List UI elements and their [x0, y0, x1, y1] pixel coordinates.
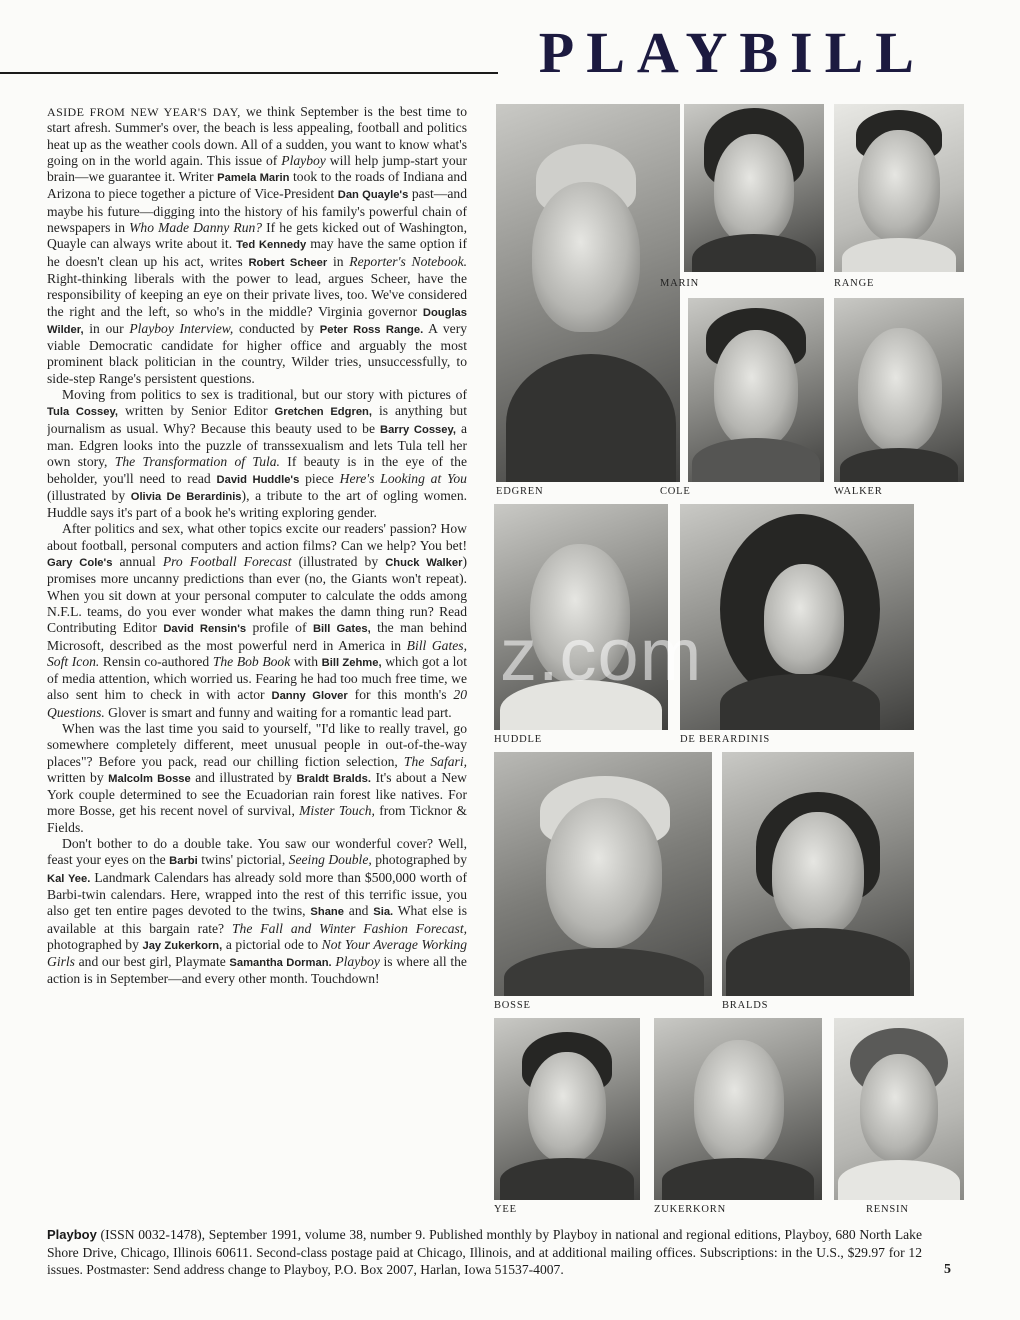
body-text: in our	[83, 320, 130, 336]
caption-bosse: BOSSE	[494, 1000, 531, 1011]
caption-yee: YEE	[494, 1204, 517, 1215]
photo-cole	[688, 298, 824, 482]
body-text: profile of	[246, 620, 313, 636]
body-text: for this month's	[347, 687, 454, 703]
body-text: and our best girl, Playmate	[74, 954, 230, 970]
person-name: Shane	[310, 906, 344, 919]
body-text: took to the roads of Indiana and Arizona to piece together a picture of Vice-President	[47, 169, 467, 202]
person-name: Barbi	[169, 855, 198, 868]
italic-title: The Transformation of Tula.	[114, 454, 280, 470]
lead-in: ASIDE FROM NEW YEAR'S DAY,	[47, 105, 241, 119]
caption-marin: MARIN	[660, 278, 700, 289]
body-text: written by	[47, 769, 109, 785]
person-name: Olivia De Berardinis	[130, 490, 242, 503]
body-text: (illustrated by	[291, 554, 386, 570]
article-body	[47, 104, 467, 1204]
photo-marin	[684, 104, 824, 272]
body-text: twins' pictorial,	[197, 852, 289, 868]
person-name: Jay Zukerkorn,	[142, 939, 223, 952]
body-text: ), a tribute to the art of ogling women. Huddle says it's part of a book he's writing exploring gender.	[47, 487, 467, 521]
photo-edgren	[496, 104, 680, 482]
italic-title: Bill Gates, Soft Icon.	[47, 637, 467, 669]
italic-title: Here's Looking at You	[339, 470, 467, 486]
body-text: Glover is smart and funny and waiting for a romantic lead part.	[104, 704, 452, 720]
page-number: 5	[944, 1262, 951, 1277]
italic-title: Pro Football Forecast	[162, 554, 292, 570]
photo-de-berardinis	[680, 504, 914, 730]
person-name: Chuck Walker	[385, 557, 463, 570]
person-name: Pamela Marin	[217, 172, 290, 185]
person-name: Braldt Bralds.	[296, 772, 371, 785]
person-name: Barry Cossey,	[380, 423, 456, 436]
body-text: If he gets kicked out of Washington, Quayle can always write about it.	[47, 220, 467, 252]
body-text: will help jump-start your brain—we guarantee it. Writer	[47, 152, 467, 185]
body-text: Don't bother to do a double take. You saw our wonderful cover? Well, feast your eyes on the	[47, 836, 467, 868]
person-name: Dan Quayle's	[337, 189, 409, 202]
body-text: ) promises more uncanny predictions than ever (no, the Giants won't repeat). When you sit down at your personal computer to calculate the odds among N.F.L. teams, do you ever wonder what makes the damn thing run? Read Contributing Editor	[47, 554, 467, 636]
italic-title: The Fall and Winter Fashion Forecast,	[231, 920, 467, 936]
person-name: Bill Gates,	[312, 623, 371, 636]
caption-cole: COLE	[660, 486, 691, 497]
person-name: Tula Cossey,	[47, 406, 118, 419]
person-name: Bill Zehme,	[321, 656, 382, 669]
body-text: is where all the action is in September—and every other month. Touchdown!	[47, 954, 467, 987]
body-text: and	[343, 903, 374, 919]
body-paragraph	[47, 387, 467, 521]
italic-title: Who Made Danny Run?	[129, 220, 263, 236]
body-paragraph	[47, 721, 467, 836]
body-text: in	[327, 253, 350, 269]
body-text: piece	[299, 470, 340, 486]
person-name: Gretchen Edgren,	[274, 406, 372, 419]
person-name: Douglas Wilder,	[47, 306, 467, 336]
body-text: Right-thinking liberals with the power to lead, argues Scheer, have the responsibility of keeping an eye on their private lives, too. We've considered the right and the left, so who's in the middle? Virginia governor	[47, 270, 467, 319]
photo-bralds	[722, 752, 914, 996]
photo-yee	[494, 1018, 640, 1200]
body-text: the man behind Microsoft, described as the most powerful nerd in America in	[47, 620, 467, 653]
body-text: and illustrated by	[190, 769, 297, 785]
person-name: Sia.	[373, 906, 394, 919]
caption-edgren: EDGREN	[496, 486, 544, 497]
person-name: David Rensin's	[163, 623, 247, 636]
publication-brand: Playboy	[47, 1227, 97, 1242]
caption-bralds: BRALDS	[722, 1000, 769, 1011]
person-name: Danny Glover	[271, 690, 348, 703]
italic-title: The Safari,	[403, 753, 467, 769]
publication-details: (ISSN 0032-1478), September 1991, volume 38, number 9. Published monthly by Playboy in national and regional editions, Playboy, 680 North Lake Shore Drive, Chicago, Illinois 60611. Second-class postage paid at Chicago, Illinois, and at additional mailing offices. Subscriptions: in the U.S., $29.97 for 12 issues. Postmaster: Send address change to Playboy, P.O. Box 2007, Harlan, Iowa 51537-4007.	[47, 1227, 922, 1277]
caption-walker: WALKER	[834, 486, 883, 497]
caption-zukerkorn: ZUKERKORN	[654, 1204, 726, 1215]
person-name: David Huddle's	[216, 473, 300, 486]
body-text: What else is available at this bargain rate?	[47, 903, 467, 936]
italic-title: The Bob Book	[212, 653, 291, 669]
body-text: It's about a New York couple determined to see the Ecuadorian rain forest like natives. For more Bosse, get his recent novel of survival,	[47, 769, 467, 819]
italic-title: Seeing Double,	[288, 852, 372, 868]
body-text: which got a lot of media attention, which worried us. Fearing he had too much free time, we also sent him to check in with actor	[47, 653, 467, 703]
body-text: annual	[112, 554, 163, 570]
body-text: a pictorial ode to	[222, 936, 322, 952]
body-text: with	[290, 653, 322, 669]
body-paragraph	[47, 104, 467, 387]
italic-title: 20 Questions.	[47, 687, 467, 720]
person-name: Ted Kennedy	[236, 239, 307, 252]
photo-zukerkorn	[654, 1018, 822, 1200]
person-name: Robert Scheer	[248, 256, 328, 269]
watermark-text: z.com	[500, 613, 703, 696]
italic-title: Mister Touch,	[299, 803, 375, 819]
italic-title: Reporter's Notebook.	[349, 253, 467, 269]
body-text: Rensin co-authored	[99, 653, 213, 669]
body-paragraph	[47, 521, 467, 721]
body-text: Landmark Calendars has already sold more than $500,000 worth of Barbi-twin calendars. Here, wrapped into the rest of this terrific issue, you also get ten entire pages devoted to the twins,	[47, 869, 467, 919]
body-text: When was the last time you said to yourself, "I'd like to really travel, go somewhere completely different, meet unusual people in out-of-the-way places"? Before you pack, read our chilling fiction selection,	[47, 720, 467, 769]
body-text: written by Senior Editor	[117, 403, 275, 419]
body-text: may have the same option if he doesn't clean up his act, writes	[47, 236, 467, 269]
italic-title: Not Your Average Working Girls	[47, 936, 467, 970]
body-text: is anything but journalism as usual. Why? Because this beauty used to be	[47, 403, 467, 436]
body-text: we think September is the best time to start afresh. Summer's over, the beach is less appealing, football and politics heat up as the weather cools down. All of a sudden, you want to know what's going on in the world again. This issue of	[47, 104, 467, 168]
caption-range: RANGE	[834, 278, 875, 289]
caption-huddle: HUDDLE	[494, 734, 542, 745]
body-paragraph	[47, 836, 467, 988]
body-text: A very viable Democratic candidate for higher office and arguably the most prominent black politician in the country, Wilder tries, unsuccessfully, to side-step Range's persistent questions.	[47, 320, 467, 386]
body-text: photographed by	[47, 936, 143, 952]
person-name: Samantha Dorman.	[229, 957, 332, 970]
masthead-title: PLAYBILL	[538, 20, 926, 85]
photo-walker	[834, 298, 964, 482]
photo-rensin	[834, 1018, 964, 1200]
masthead-rule	[0, 72, 498, 74]
photo-range	[834, 104, 964, 272]
publication-info	[47, 1226, 922, 1279]
italic-title: Playboy Interview,	[129, 320, 234, 336]
body-text: photographed by	[371, 852, 467, 868]
body-text: from Ticknor & Fields.	[47, 803, 467, 835]
person-name: Gary Cole's	[47, 557, 113, 570]
body-text: conducted by	[233, 320, 320, 336]
person-name: Kal Yee.	[47, 872, 91, 885]
body-text: a man. Edgren looks into the puzzle of transsexualism and lets Tula tell her own story,	[47, 420, 467, 470]
body-text: Moving from politics to sex is traditional, but our story with pictures of	[62, 387, 467, 403]
caption-rensin: RENSIN	[866, 1204, 909, 1215]
italic-title: Playboy	[281, 152, 326, 168]
person-name: Malcolm Bosse	[108, 772, 191, 785]
italic-title: Playboy	[335, 954, 380, 970]
body-text: After politics and sex, what other topics excite our readers' passion? How about football, personal computers and action films? Can we help? You bet!	[47, 521, 467, 553]
body-text: past—and maybe his future—digging into the history of his family's powerful chain of newspapers in	[47, 186, 467, 236]
caption-de-berardinis: DE BERARDINIS	[680, 734, 771, 745]
body-text: (illustrated by	[47, 487, 131, 503]
photo-bosse	[494, 752, 712, 996]
person-name: Peter Ross Range.	[319, 323, 424, 336]
photo-huddle	[494, 504, 668, 730]
body-text: If beauty is in the eye of the beholder, you'll need to read	[47, 454, 467, 486]
